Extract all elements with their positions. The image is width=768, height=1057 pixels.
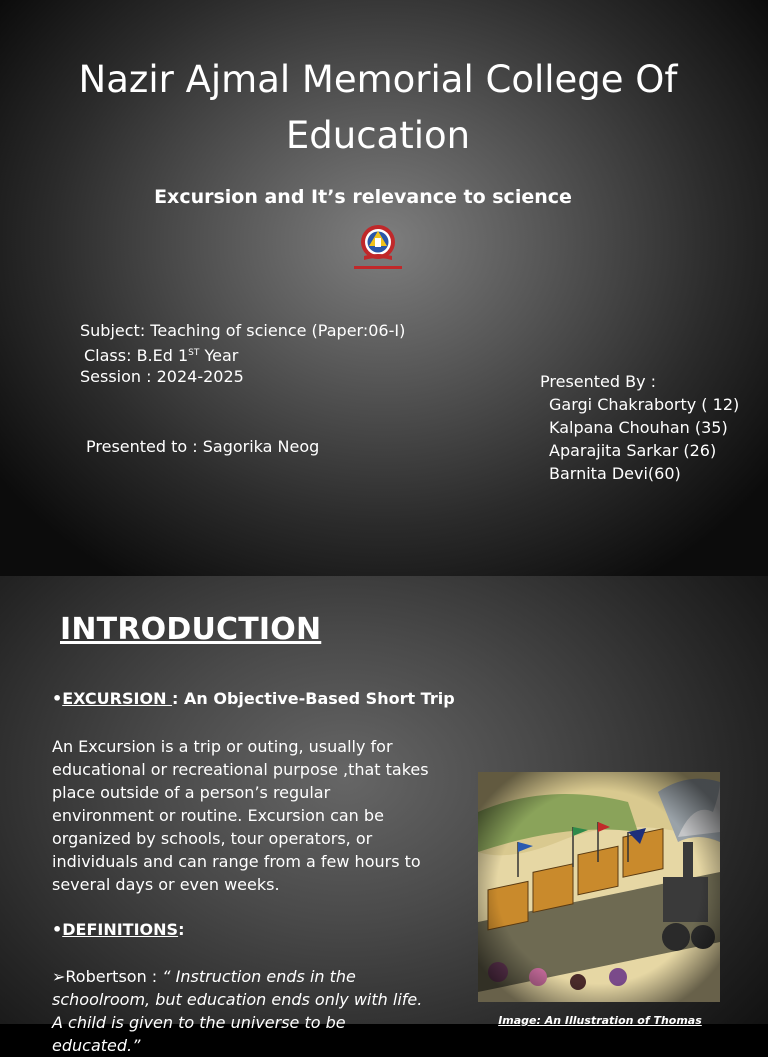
excursion-line (52, 689, 455, 708)
thomas-cook-train-illustration (478, 772, 720, 1002)
presented-by-label: Presented By : (540, 372, 657, 391)
presenters-block (540, 370, 739, 485)
class-superscript: ST (188, 348, 200, 358)
session-line: Session : 2024-2025 (80, 367, 244, 386)
bullet: • (52, 920, 63, 939)
bullet: • (52, 689, 63, 708)
robertson-definition (52, 965, 437, 1057)
definitions-colon: : (178, 920, 185, 939)
subject-line: Subject: Teaching of science (Paper:06-I) (80, 321, 406, 340)
excursion-description: : An Objective-Based Short Trip (172, 689, 455, 708)
presentation-subtitle: Excursion and It’s relevance to science (154, 186, 572, 208)
arrow-bullet: ➢ (52, 967, 66, 986)
robertson-name: Robertson : (65, 967, 163, 986)
college-logo (350, 222, 406, 274)
class-line (84, 342, 238, 367)
member-item: Gargi Chakraborty ( 12) (549, 395, 740, 414)
definitions-label: DEFINITIONS (62, 920, 179, 939)
definitions-line (52, 920, 184, 939)
image-caption: Image: An Illustration of Thomas (498, 1014, 702, 1027)
member-item: Kalpana Chouhan (35) (549, 418, 728, 437)
excursion-paragraph: An Excursion is a trip or outing, usually for educational or recreational purpose ,that takes place outside of a person’s regular environment or routine. Excursion can be organized by schools, tour operators, or individuals and can range from a few hours to several days or even weeks. (52, 737, 429, 894)
college-title: Nazir Ajmal Memorial College Of Education (78, 58, 678, 157)
member-item: Barnita Devi(60) (549, 464, 681, 483)
member-item: Aparajita Sarkar (26) (549, 441, 717, 460)
introduction-heading: INTRODUCTION (60, 612, 322, 647)
class-prefix: Class: B.Ed 1 (84, 346, 189, 365)
excursion-term: EXCURSION (62, 689, 173, 708)
class-suffix: Year (199, 346, 239, 365)
robertson-quote: “ Instruction ends in the schoolroom, but education ends only with life. A child is given to the universe to be educated.” (52, 967, 423, 1055)
presented-to: Presented to : Sagorika Neog (86, 437, 320, 456)
